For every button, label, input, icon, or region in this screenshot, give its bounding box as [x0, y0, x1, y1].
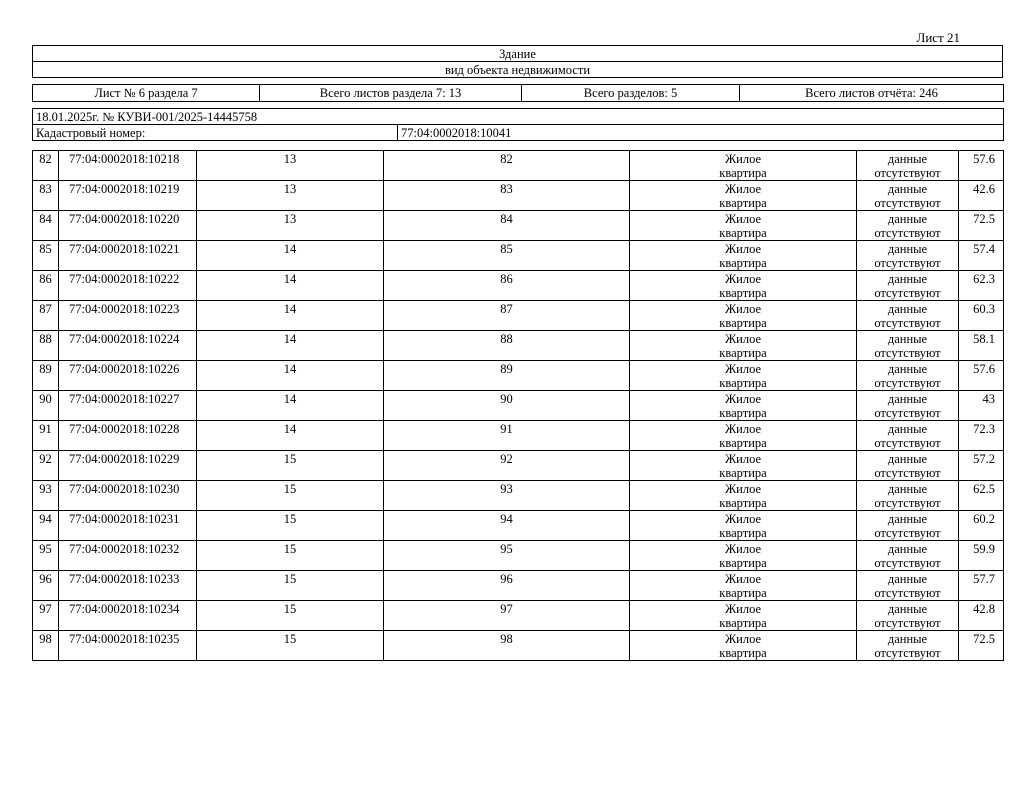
row-number: 86: [33, 271, 59, 301]
premise-cadastral-number: 77:04:0002018:10220: [59, 211, 197, 241]
data-status-line-2: отсутствуют: [874, 586, 941, 600]
data-status: [857, 151, 959, 181]
area-value: 59.9: [959, 541, 1004, 571]
premise-type: [630, 541, 857, 571]
data-status-line-1: данные: [887, 242, 928, 256]
data-status-line-1: данные: [887, 362, 928, 376]
row-number: 96: [33, 571, 59, 601]
cadastral-label: Кадастровый номер:: [33, 125, 398, 141]
premise-type-line-2: квартира: [719, 646, 767, 660]
data-status-line-2: отсутствуют: [874, 256, 941, 270]
data-status-line-2: отсутствуют: [874, 346, 941, 360]
premise-type: [630, 451, 857, 481]
premise-cadastral-number: 77:04:0002018:10230: [59, 481, 197, 511]
table-row: [33, 601, 1004, 631]
premise-type-line-2: квартира: [719, 616, 767, 630]
premise-cadastral-number: 77:04:0002018:10228: [59, 421, 197, 451]
data-status-line-2: отсутствуют: [874, 196, 941, 210]
area-value: 62.3: [959, 271, 1004, 301]
floor-number: 14: [197, 241, 384, 271]
data-status-line-1: данные: [887, 212, 928, 226]
premise-type-line-1: Жилое: [724, 242, 762, 256]
floor-number: 15: [197, 631, 384, 661]
data-status-line-1: данные: [887, 572, 928, 586]
data-status-line-1: данные: [887, 272, 928, 286]
premise-type: [630, 211, 857, 241]
floor-number: 14: [197, 331, 384, 361]
premise-type-line-2: квартира: [719, 436, 767, 450]
premise-type-line-1: Жилое: [724, 452, 762, 466]
data-status-line-2: отсутствуют: [874, 406, 941, 420]
premise-type: [630, 181, 857, 211]
premise-type-line-1: Жилое: [724, 482, 762, 496]
table-row: [33, 451, 1004, 481]
data-status: [857, 601, 959, 631]
row-number: 95: [33, 541, 59, 571]
floor-number: 15: [197, 511, 384, 541]
data-status-line-2: отсутствуют: [874, 436, 941, 450]
apartment-number: 90: [384, 391, 630, 421]
total-report-sheets: Всего листов отчёта: 246: [740, 85, 1004, 102]
premise-cadastral-number: 77:04:0002018:10233: [59, 571, 197, 601]
data-status-line-2: отсутствуют: [874, 556, 941, 570]
floor-number: 15: [197, 541, 384, 571]
data-status: [857, 421, 959, 451]
premise-cadastral-number: 77:04:0002018:10223: [59, 301, 197, 331]
premise-type-line-1: Жилое: [724, 572, 762, 586]
row-number: 92: [33, 451, 59, 481]
data-status-line-2: отсутствуют: [874, 616, 941, 630]
area-value: 42.6: [959, 181, 1004, 211]
data-status-line-1: данные: [887, 422, 928, 436]
premise-type: [630, 361, 857, 391]
sheet-of-section: Лист № 6 раздела 7: [33, 85, 260, 102]
table-row: [33, 151, 1004, 181]
row-number: 93: [33, 481, 59, 511]
table-row: [33, 391, 1004, 421]
row-number: 85: [33, 241, 59, 271]
row-number: 90: [33, 391, 59, 421]
premise-type-line-2: квартира: [719, 166, 767, 180]
apartment-number: 82: [384, 151, 630, 181]
premise-type-line-2: квартира: [719, 256, 767, 270]
data-status: [857, 271, 959, 301]
floor-number: 14: [197, 361, 384, 391]
premise-type: [630, 301, 857, 331]
object-type: вид объекта недвижимости: [33, 62, 1003, 78]
data-status-line-2: отсутствуют: [874, 646, 941, 660]
data-status: [857, 181, 959, 211]
premise-cadastral-number: 77:04:0002018:10232: [59, 541, 197, 571]
premise-type-line-2: квартира: [719, 496, 767, 510]
area-value: 43: [959, 391, 1004, 421]
sheet-info-row: [32, 84, 1004, 102]
premise-type-line-1: Жилое: [724, 632, 762, 646]
table-row: [33, 211, 1004, 241]
data-status: [857, 331, 959, 361]
premise-type-line-1: Жилое: [724, 152, 762, 166]
premise-type-line-1: Жилое: [724, 272, 762, 286]
floor-number: 14: [197, 391, 384, 421]
area-value: 72.5: [959, 211, 1004, 241]
floor-number: 13: [197, 211, 384, 241]
row-number: 94: [33, 511, 59, 541]
premise-type-line-2: квартира: [719, 346, 767, 360]
premise-type-line-2: квартира: [719, 466, 767, 480]
object-header: [32, 45, 1003, 78]
premise-cadastral-number: 77:04:0002018:10226: [59, 361, 197, 391]
apartment-number: 97: [384, 601, 630, 631]
premise-type-line-2: квартира: [719, 406, 767, 420]
premise-type: [630, 631, 857, 661]
premise-type: [630, 571, 857, 601]
premises-table: [32, 150, 1004, 661]
apartment-number: 92: [384, 451, 630, 481]
data-status-line-2: отсутствуют: [874, 376, 941, 390]
apartment-number: 88: [384, 331, 630, 361]
premise-type-line-1: Жилое: [724, 392, 762, 406]
data-status: [857, 511, 959, 541]
data-status: [857, 481, 959, 511]
premise-cadastral-number: 77:04:0002018:10227: [59, 391, 197, 421]
premise-type-line-1: Жилое: [724, 182, 762, 196]
apartment-number: 86: [384, 271, 630, 301]
table-row: [33, 271, 1004, 301]
premise-cadastral-number: 77:04:0002018:10219: [59, 181, 197, 211]
section-sheets-count: Всего листов раздела 7: 13: [260, 85, 522, 102]
apartment-number: 85: [384, 241, 630, 271]
premise-type-line-2: квартира: [719, 226, 767, 240]
data-status-line-1: данные: [887, 512, 928, 526]
premise-type-line-2: квартира: [719, 196, 767, 210]
area-value: 57.2: [959, 451, 1004, 481]
data-status-line-1: данные: [887, 482, 928, 496]
premise-type-line-2: квартира: [719, 316, 767, 330]
row-number: 87: [33, 301, 59, 331]
premise-type-line-2: квартира: [719, 556, 767, 570]
premise-type: [630, 151, 857, 181]
table-row: [33, 181, 1004, 211]
data-status-line-1: данные: [887, 602, 928, 616]
floor-number: 14: [197, 421, 384, 451]
data-status: [857, 631, 959, 661]
row-number: 82: [33, 151, 59, 181]
apartment-number: 98: [384, 631, 630, 661]
floor-number: 13: [197, 181, 384, 211]
data-status-line-2: отсутствуют: [874, 466, 941, 480]
floor-number: 14: [197, 301, 384, 331]
total-sections: Всего разделов: 5: [522, 85, 740, 102]
premise-type: [630, 481, 857, 511]
premise-type-line-2: квартира: [719, 586, 767, 600]
area-value: 42.8: [959, 601, 1004, 631]
premise-cadastral-number: 77:04:0002018:10224: [59, 331, 197, 361]
premise-type-line-2: квартира: [719, 286, 767, 300]
cadastral-value: 77:04:0002018:10041: [398, 125, 1004, 141]
premise-type-line-1: Жилое: [724, 212, 762, 226]
data-status-line-2: отсутствуют: [874, 526, 941, 540]
premise-type: [630, 331, 857, 361]
row-number: 91: [33, 421, 59, 451]
floor-number: 15: [197, 601, 384, 631]
table-row: [33, 571, 1004, 601]
area-value: 62.5: [959, 481, 1004, 511]
apartment-number: 93: [384, 481, 630, 511]
area-value: 60.3: [959, 301, 1004, 331]
floor-number: 15: [197, 571, 384, 601]
premise-type-line-1: Жилое: [724, 602, 762, 616]
premise-cadastral-number: 77:04:0002018:10229: [59, 451, 197, 481]
apartment-number: 87: [384, 301, 630, 331]
data-status: [857, 211, 959, 241]
data-status-line-2: отсутствуют: [874, 166, 941, 180]
premise-type-line-1: Жилое: [724, 422, 762, 436]
premise-cadastral-number: 77:04:0002018:10221: [59, 241, 197, 271]
area-value: 57.6: [959, 151, 1004, 181]
data-status-line-1: данные: [887, 632, 928, 646]
data-status-line-2: отсутствуют: [874, 286, 941, 300]
apartment-number: 83: [384, 181, 630, 211]
table-row: [33, 481, 1004, 511]
sheet-label: Лист 21: [916, 30, 960, 45]
data-status-line-1: данные: [887, 152, 928, 166]
premise-type-line-1: Жилое: [724, 332, 762, 346]
data-status: [857, 571, 959, 601]
floor-number: 15: [197, 451, 384, 481]
row-number: 97: [33, 601, 59, 631]
table-row: [33, 421, 1004, 451]
premise-type-line-1: Жилое: [724, 362, 762, 376]
data-status: [857, 361, 959, 391]
table-row: [33, 361, 1004, 391]
area-value: 58.1: [959, 331, 1004, 361]
table-row: [33, 301, 1004, 331]
table-row: [33, 631, 1004, 661]
row-number: 89: [33, 361, 59, 391]
premise-type-line-1: Жилое: [724, 302, 762, 316]
data-status-line-2: отсутствуют: [874, 226, 941, 240]
premise-type-line-1: Жилое: [724, 512, 762, 526]
premise-type: [630, 241, 857, 271]
data-status-line-1: данные: [887, 392, 928, 406]
premise-type: [630, 391, 857, 421]
data-status-line-1: данные: [887, 182, 928, 196]
data-status-line-2: отсутствуют: [874, 316, 941, 330]
apartment-number: 95: [384, 541, 630, 571]
table-row: [33, 541, 1004, 571]
premise-type: [630, 421, 857, 451]
table-row: [33, 511, 1004, 541]
premise-cadastral-number: 77:04:0002018:10218: [59, 151, 197, 181]
apartment-number: 89: [384, 361, 630, 391]
area-value: 57.7: [959, 571, 1004, 601]
floor-number: 15: [197, 481, 384, 511]
row-number: 88: [33, 331, 59, 361]
premise-cadastral-number: 77:04:0002018:10235: [59, 631, 197, 661]
area-value: 57.4: [959, 241, 1004, 271]
data-status: [857, 541, 959, 571]
data-status: [857, 301, 959, 331]
premises-table-body: [33, 151, 1004, 661]
data-status-line-2: отсутствуют: [874, 496, 941, 510]
data-status-line-1: данные: [887, 542, 928, 556]
apartment-number: 94: [384, 511, 630, 541]
row-number: 83: [33, 181, 59, 211]
row-number: 84: [33, 211, 59, 241]
premise-type-line-2: квартира: [719, 526, 767, 540]
table-row: [33, 331, 1004, 361]
premise-type: [630, 511, 857, 541]
premise-type-line-1: Жилое: [724, 542, 762, 556]
date-and-number: 18.01.2025г. № КУВИ-001/2025-14445758: [33, 109, 1004, 125]
apartment-number: 91: [384, 421, 630, 451]
area-value: 72.3: [959, 421, 1004, 451]
premise-cadastral-number: 77:04:0002018:10231: [59, 511, 197, 541]
area-value: 57.6: [959, 361, 1004, 391]
apartment-number: 84: [384, 211, 630, 241]
premise-cadastral-number: 77:04:0002018:10234: [59, 601, 197, 631]
area-value: 60.2: [959, 511, 1004, 541]
data-status-line-1: данные: [887, 332, 928, 346]
data-status: [857, 241, 959, 271]
premise-type-line-2: квартира: [719, 376, 767, 390]
document-meta: [32, 108, 1004, 141]
premise-type: [630, 601, 857, 631]
area-value: 72.5: [959, 631, 1004, 661]
premise-cadastral-number: 77:04:0002018:10222: [59, 271, 197, 301]
data-status: [857, 391, 959, 421]
premise-type: [630, 271, 857, 301]
apartment-number: 96: [384, 571, 630, 601]
data-status: [857, 451, 959, 481]
data-status-line-1: данные: [887, 302, 928, 316]
floor-number: 14: [197, 271, 384, 301]
object-title: Здание: [33, 46, 1003, 62]
floor-number: 13: [197, 151, 384, 181]
row-number: 98: [33, 631, 59, 661]
table-row: [33, 241, 1004, 271]
data-status-line-1: данные: [887, 452, 928, 466]
